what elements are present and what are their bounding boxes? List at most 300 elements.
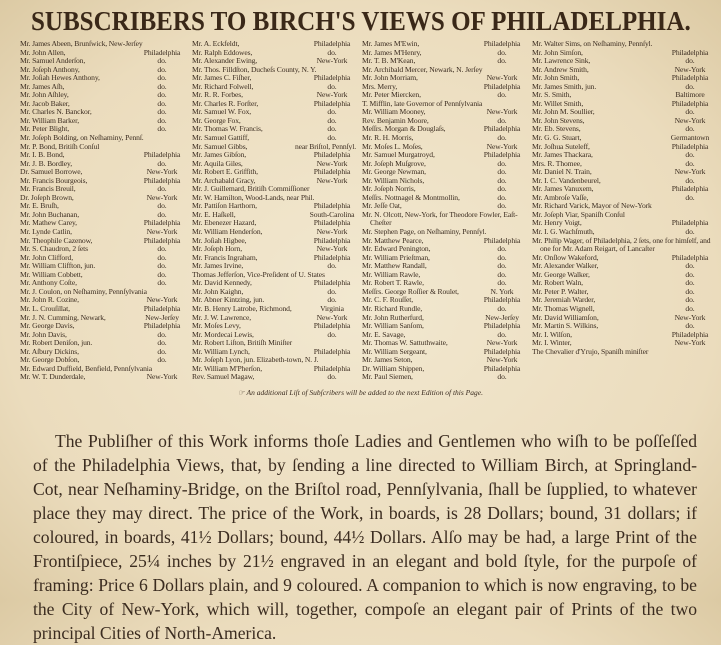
subscriber-place: New-York [146, 192, 178, 202]
subscriber-name: Mr. William Cliffton, jun. [20, 261, 96, 271]
subscriber-place: do. [685, 295, 695, 305]
subscriber-name: Mr. John Davis, [20, 329, 67, 339]
subscriber-name: Mr. Richard Rundle, [362, 303, 423, 313]
subscriber-name: Mr. Robert T. Rawle, [362, 278, 424, 288]
subscriber-name: Mr. John Kaighn, [192, 286, 244, 296]
subscriber-column-4 [532, 40, 714, 356]
subscriber-name: Mr. Paul Siemen, [362, 372, 413, 382]
subscriber-place: do. [497, 372, 507, 382]
subscriber-place: do. [157, 124, 167, 134]
subscriber-place: do. [685, 261, 695, 271]
subscriber-name: Mr. Philip Wager, of Philadelphia, 2 ſets, one for himſelf, and one for Mr. Adam Reigart, of Lancaſter [532, 235, 711, 254]
subscriber-place: do. [157, 98, 167, 108]
subscriber-name: Meſſrs. Nottnagel & Montmollin, [362, 192, 460, 202]
subscriber-name: Mr. Eb. Stevens, [532, 124, 581, 134]
subscriber-place: Philadelphia [483, 39, 521, 48]
subscriber-name: Mr. A. Eckfeldt, [192, 39, 240, 48]
subscriber-place: do. [497, 303, 507, 313]
subscriber-name: Mr. Samuel Gattiff, [192, 133, 250, 143]
subscriber-place: Philadelphia [483, 235, 521, 245]
subscriber-place: New-York [674, 338, 706, 348]
subscriber-name: Mr. S. Smith, [532, 90, 572, 100]
subscriber-name: Mr. Joſeph Anthony, [20, 64, 80, 74]
subscriber-name: Thomas Jefferſon, Vice-Preſident of U. States [192, 269, 325, 279]
subscriber-entry [532, 237, 714, 254]
subscriber-place: do. [685, 81, 695, 91]
subscriber-name: Mr. Theophile Cazenow, [20, 235, 93, 245]
subscriber-place: do. [157, 355, 167, 365]
subscriber-name: Mr. Joſhua Suteleff, [532, 141, 590, 151]
subscriber-place: Philadelphia [143, 47, 181, 57]
subscriber-place: do. [497, 329, 507, 339]
subscriber-place: do. [685, 175, 695, 185]
subscriber-place: Philadelphia [143, 321, 181, 331]
subscriber-name: Mr. Alexander Walker, [532, 261, 599, 271]
subscriber-name: Mr. Richard Folwell, [192, 81, 254, 91]
subscriber-place: do. [497, 133, 507, 143]
subscriber-name: Mr. J. N. Cumming, Newark, [20, 312, 106, 322]
subscriber-place: do. [497, 115, 507, 125]
subscriber-name: Dr. William Shippen, [362, 363, 425, 373]
subscriber-name: Mr. Daniel N. Train, [532, 167, 592, 177]
subscriber-entry [20, 373, 186, 382]
subscriber-name: Mr. James M'Henry, [362, 47, 422, 57]
subscriber-name: Mr. Ebenezer Hazard, [192, 218, 257, 228]
subscriber-place: do. [157, 184, 167, 194]
subscriber-name: Mr. Aſbury Dickins, [20, 346, 79, 356]
subscriber-place: do. [685, 286, 695, 296]
subscriber-name: Mr. I. Winter, [532, 338, 572, 348]
subscriber-name: Mr. Robert Waln, [532, 278, 583, 288]
additional-list-note: ☞ An additional Liſt of Subſcribers will be added to the next Edition of this Page. [238, 388, 483, 397]
subscriber-name: Mr. J. Coulon, on Neſhaminy, Pennſylvania [20, 286, 147, 296]
subscriber-column-3 [362, 40, 526, 382]
subscriber-name: Mr. Joſeph Bolding, on Neſhaminy, Pennſ. [20, 133, 144, 143]
subscriber-place: Philadelphia [313, 39, 351, 48]
subscriber-place: do. [685, 150, 695, 160]
subscriber-place: do. [497, 56, 507, 66]
subscriber-name: Mr. Walter Sims, on Neſhaminy, Pennſyl. [532, 39, 653, 48]
subscriber-place: New-York [316, 175, 348, 185]
subscriber-place: New-York [674, 167, 706, 177]
subscriber-place: New-York [146, 295, 178, 305]
subscriber-place: New-York [316, 56, 348, 66]
subscriber-name: Mr. I. C. Vandenbeurel, [532, 175, 601, 185]
subscriber-name: Mr. Joſeph Viar, Spaniſh Conſul [532, 209, 625, 219]
subscriber-place: New-York [674, 312, 706, 322]
subscriber-place: Philadelphia [483, 363, 521, 373]
subscriber-name: Mr. George Newman, [362, 167, 426, 177]
subscriber-name: Mr. James M'Ewin, [362, 39, 420, 48]
subscriber-place: Philadelphia [313, 346, 351, 356]
subscriber-name: Mr. W. Hamilton, Wood-Lands, near Phil. [192, 192, 315, 202]
subscriber-place: do. [157, 201, 167, 211]
subscriber-place: do. [327, 286, 337, 296]
subscriber-place: do. [327, 372, 337, 382]
subscriber-place: do. [685, 56, 695, 66]
subscriber-place: New-York [674, 64, 706, 74]
subscriber-place: Philadelphia [671, 141, 709, 151]
subscriber-name: Mr. L. Crouſillat, [20, 303, 70, 313]
subscriber-name: Mr. Abner Kintzing, jun. [192, 295, 265, 305]
subscriber-name: Mr. Francis Bourgeois, [20, 175, 88, 185]
subscriber-name: Mr. Archabald Gracy, [192, 175, 256, 185]
subscriber-name: Mr. Mathew Carey, [20, 218, 77, 228]
subscriber-name: Mr. John Stevens, [532, 115, 585, 125]
subscriber-name: Mrs. Merry, [362, 81, 398, 91]
subscriber-name: Mr. William Cobbett, [20, 269, 83, 279]
subscriber-name: Mr. I. Wilſon, [532, 329, 572, 339]
subscriber-name: Mr. Joſiah Higbee, [192, 235, 247, 245]
subscriber-name: Mr. William Barker, [20, 115, 79, 125]
subscriber-place: do. [327, 81, 337, 91]
subscriber-name: Mr. Ambroſe Vaſſe, [532, 192, 589, 202]
subscriber-name: Mr. I. B. Bond, [20, 150, 65, 160]
subscriber-list [20, 40, 714, 382]
subscriber-name: Mr. Peter Miercken, [362, 90, 421, 100]
subscriber-name: Rev. Benjamin Moore, [362, 115, 429, 125]
subscriber-name: Mr. Ralph Eddowes, [192, 47, 253, 57]
subscriber-name: Mr. C. F. Rouſſet, [362, 295, 414, 305]
subscriber-name: Dr. Samuel Borrowe, [20, 167, 83, 177]
subscriber-name: Mr. N. Olcott, New-York, for Theodore Fowler, Eaſt-Cheſter [362, 209, 518, 228]
subscriber-place: do. [327, 115, 337, 125]
subscriber-name: Mr. Thomas W. Sattuthwaite, [362, 338, 448, 348]
subscriber-place: New-Jerſey [485, 312, 519, 322]
subscriber-name: Mr. Martin S. Wilkins, [532, 321, 599, 331]
subscriber-place: do. [327, 124, 337, 134]
subscriber-place: Philadelphia [313, 321, 351, 331]
subscriber-place: Baltimore [675, 90, 705, 100]
subscriber-place: Philadelphia [483, 346, 521, 356]
subscriber-place: do. [497, 158, 507, 168]
subscriber-name: Mrs. R. Thomee, [532, 158, 582, 168]
subscriber-place: do. [497, 252, 507, 262]
subscriber-name: Mr. Matthew Randall, [362, 261, 427, 271]
subscriber-column-1 [20, 40, 186, 382]
subscriber-place: Philadelphia [483, 295, 521, 305]
subscriber-place: Philadelphia [143, 218, 181, 228]
subscriber-entry [532, 348, 714, 357]
subscriber-place: do. [497, 90, 507, 100]
subscriber-name: Mr. E. Savage, [362, 329, 406, 339]
subscriber-place: do. [327, 261, 337, 271]
subscriber-place: New-York [316, 227, 348, 237]
subscriber-place: do. [497, 244, 507, 254]
subscriber-place: Philadelphia [483, 124, 521, 134]
subscriber-name: Mr. Moſes Levy, [192, 321, 241, 331]
subscriber-entry [362, 211, 526, 228]
subscriber-name: Mr. Thomas W. Francis, [192, 124, 263, 134]
subscriber-name: Mr. James Gibſon, [192, 150, 247, 160]
subscriber-place: New-York [486, 107, 518, 117]
subscriber-name: Mr. George Fox, [192, 115, 241, 125]
subscriber-name: Mr. T. B. M'Kean, [362, 56, 416, 66]
subscriber-place: N. York [490, 286, 514, 296]
subscriber-place: New-York [316, 312, 348, 322]
subscriber-name: Mr. Jeremiah Warder, [532, 295, 596, 305]
subscriber-name: Mr. Joſeph Lyon, jun. Elizabeth-town, N. J. [192, 355, 319, 365]
subscriber-place: do. [157, 209, 167, 219]
subscriber-name: Mr. S. Chaudron, 2 ſets [20, 244, 88, 254]
subscriber-name: Mr. James Thackara, [532, 150, 593, 160]
subscriber-place: do. [157, 90, 167, 100]
subscriber-name: Mr. Thomas Wignell, [532, 303, 595, 313]
subscriber-place: Philadelphia [313, 201, 351, 211]
subscriber-name: Mr. William M'Pherſon, [192, 363, 263, 373]
subscriber-name: Mr. James Aſh, [20, 81, 65, 91]
subscriber-place: do. [157, 115, 167, 125]
subscriber-place: do. [157, 244, 167, 254]
subscriber-name: Mr. Samuel Anderſon, [20, 56, 86, 66]
subscriber-name: Mr. Francis Breuil, [20, 184, 76, 194]
subscriber-place: do. [157, 338, 167, 348]
subscriber-name: Mr. Robert Deniſon, jun. [20, 338, 93, 348]
subscriber-place: do. [497, 184, 507, 194]
subscriber-place: Philadelphia [313, 167, 351, 177]
subscriber-place: do. [157, 346, 167, 356]
subscriber-name: Mr. John Morriam, [362, 73, 418, 83]
subscriber-name: Mr. John Simſon, [532, 47, 583, 57]
subscriber-name: Mr. James Irvine, [192, 261, 244, 271]
subscriber-name: Mr. William Sanſom, [362, 321, 424, 331]
subscriber-name: Mr. William Lynch, [192, 346, 250, 356]
subscriber-name: Mr. Aquila Giles, [192, 158, 243, 168]
subscriber-name: Mr. W. T. Dunderdale, [20, 372, 86, 382]
subscriber-name: Mr. Moſes L. Moſes, [362, 141, 423, 151]
subscriber-place: do. [157, 56, 167, 66]
subscriber-place: do. [685, 278, 695, 288]
subscriber-name: Mr. Samuel Murgatroyd, [362, 150, 435, 160]
subscriber-place: Philadelphia [313, 73, 351, 83]
subscriber-name: Mr. Jeſſe Oat, [362, 201, 402, 211]
subscriber-name: Mr. Joſiah Hewes Anthony, [20, 73, 100, 83]
subscriber-name: Mr. Anthony Coſte, [20, 278, 77, 288]
subscriber-place: New-Jerſey [145, 312, 179, 322]
subscriber-name: Mr. Henry Voigt, [532, 218, 582, 228]
subscriber-place: Philadelphia [313, 150, 351, 160]
subscriber-name: Mr. Samuel W. Fox, [192, 107, 252, 117]
subscriber-place: do. [327, 329, 337, 339]
subscriber-place: New-York [486, 355, 518, 365]
subscriber-place: New-York [146, 227, 178, 237]
subscriber-name: Mr. William Sergeant, [362, 346, 427, 356]
subscriber-place: Philadelphia [143, 303, 181, 313]
subscriber-place: do. [497, 47, 507, 57]
page-title: SUBSCRIBERS TO BIRCH'S VIEWS OF PHILADELPHIA. [30, 6, 691, 36]
subscriber-place: do. [327, 133, 337, 143]
subscriber-name: Mr. E. Bruſh, [20, 201, 59, 211]
subscriber-place: do. [685, 192, 695, 202]
subscriber-name: Mr. Edward Duffield, Benfield, Pennſylvania [20, 363, 152, 373]
subscriber-name: Mr. Willet Smith, [532, 98, 584, 108]
subscriber-place: do. [685, 321, 695, 331]
subscriber-place: South-Carolina [309, 209, 355, 219]
subscriber-name: Mr. J. Guillemard, Britiſh Commiſſioner [192, 184, 310, 194]
subscriber-name: Mr. Francis Ingraham, [192, 252, 258, 262]
subscriber-place: Philadelphia [313, 363, 351, 373]
subscriber-name: Mr. J. B. Bordley, [20, 158, 72, 168]
subscriber-place: do. [157, 158, 167, 168]
subscriber-place: do. [497, 278, 507, 288]
subscriber-name: Mr. Richard Varick, Mayor of New-York [532, 201, 652, 211]
subscriber-name: Mr. John Clifford, [20, 252, 73, 262]
subscriber-name: Mr. James Smith, jun. [532, 81, 597, 91]
subscriber-name: Mr. Alexander Ewing, [192, 56, 258, 66]
subscriber-name: Mr. John Aſhley, [20, 90, 69, 100]
subscriber-place: do. [157, 261, 167, 271]
subscriber-place: Philadelphia [143, 235, 181, 245]
subscriber-name: Mr. John Allen, [20, 47, 66, 57]
subscriber-name: Mr. Peter P. Walter, [532, 286, 589, 296]
subscriber-place: do. [157, 252, 167, 262]
subscriber-place: New-York [316, 90, 348, 100]
subscriber-place: do. [157, 329, 167, 339]
subscriber-place: do. [685, 107, 695, 117]
subscriber-place: Philadelphia [313, 235, 351, 245]
subscriber-place: do. [685, 227, 695, 237]
subscriber-place: do. [685, 158, 695, 168]
subscriber-place: near Briſtol, Pennſyl. [294, 141, 356, 151]
subscriber-place: Philadelphia [671, 73, 709, 83]
subscriber-name: Mr. Stephen Page, on Neſhaminy, Pennſyl. [362, 227, 487, 237]
subscriber-name: Mr. Archibald Mercer, Newark, N. Jerſey [362, 64, 483, 74]
subscriber-name: Mr. John Buchanan, [20, 209, 80, 219]
subscriber-name: Mr. Thos. Filldſton, Ducheſs County, N. Y. [192, 64, 317, 74]
subscriber-name: Mr. James Seton, [362, 355, 413, 365]
subscriber-name: Mr. James C. Fiſher, [192, 73, 252, 83]
subscriber-place: do. [157, 107, 167, 117]
subscriber-place: Philadelphia [483, 81, 521, 91]
subscriber-place: do. [497, 201, 507, 211]
subscriber-name: Mr. Charles R. Forſter, [192, 98, 259, 108]
subscriber-place: do. [497, 175, 507, 185]
subscriber-place: do. [157, 73, 167, 83]
subscriber-name: Mr. J. W. Lawrence, [192, 312, 252, 322]
subscriber-place: New-York [146, 167, 178, 177]
subscriber-place: New-York [486, 141, 518, 151]
subscriber-name: Mr. David Williamſon, [532, 312, 599, 322]
subscriber-place: Philadelphia [671, 184, 709, 194]
subscriber-place: Philadelphia [671, 329, 709, 339]
subscriber-name: Mr. Samuel Gibbs, [192, 141, 248, 151]
subscriber-place: Philadelphia [313, 278, 351, 288]
page-title-container [0, 6, 721, 36]
subscriber-name: T. Mifflin, late Governor of Pennſylvania [362, 98, 483, 108]
subscriber-name: Mr. John M. Soullier, [532, 107, 595, 117]
subscriber-name: Mr. Edward Penington, [362, 244, 431, 254]
subscriber-name: Mr. John R. Cozine, [20, 295, 79, 305]
subscriber-place: Virginia [320, 303, 344, 313]
subscriber-name: Mr. I. G. Wachſmuth, [532, 227, 595, 237]
subscriber-place: Philadelphia [313, 98, 351, 108]
subscriber-place: do. [497, 192, 507, 202]
subscriber-place: do. [685, 124, 695, 134]
subscriber-name: Mr. David Kennedy, [192, 278, 252, 288]
subscriber-name: Mr. R. R. Forbes, [192, 90, 243, 100]
subscriber-place: Philadelphia [671, 98, 709, 108]
subscriber-name: Mr. John Rutherfurd, [362, 312, 424, 322]
subscriber-name: Mr. Jacob Baker, [20, 98, 70, 108]
subscriber-place: Philadelphia [483, 321, 521, 331]
subscriber-name: Mr. William Prieſtman, [362, 252, 430, 262]
subscriber-name: The Chevalier d'Yrujo, Spaniſh miniſter [532, 346, 649, 356]
subscriber-name: Mr. R. H. Morris, [362, 133, 414, 143]
subscriber-name: Mr. Lynde Catlin, [20, 227, 72, 237]
subscriber-name: Mr. G. G. Stuart, [532, 133, 582, 143]
publisher-notice: The Publiſher of this Work informs thoſe Ladies and Gentlemen who wiſh to be poſſeſſed of the Philadelphia Views, that, by ſending a line directed to William Birch, at Springland-Cot, near Neſhaminy-Bridge, on the Briſtol road, Pennſylvania, ſhall be ſupplied, to whatever place they may direct. The price of the Work, in boards, is 28 Dollars; bound, 31 dollars; if coloured, in boards, 41½ Dollars; bound, 44½ Dollars. Alſo may be had, a large Print of the Frontiſpiece, 25¼ inches by 21½ engraved in an elegant and bold ſtyle, for the purpoſe of framing: Price 6 Dollars plain, and 9 coloured. A companion to which is now engraving, to be the City of New-York, which will, together, compoſe an elegant pair of Prints of the two principal Cities of North-America. [33, 431, 697, 643]
subscriber-name: Mr. Charles N. Banckor, [20, 107, 92, 117]
subscriber-place: do. [497, 269, 507, 279]
subscriber-name: Mr. Mordecai Lewis, [192, 329, 254, 339]
subscriber-name: Mr. P. Bond, Britiſh Conſul [20, 141, 100, 151]
subscriber-place: New-York [146, 372, 178, 382]
subscriber-name: Mr. Robert E. Griffith, [192, 167, 258, 177]
subscriber-place: Philadelphia [143, 150, 181, 160]
subscriber-name: Mr. Andrew Smith, [532, 64, 589, 74]
subscriber-place: do. [327, 47, 337, 57]
subscriber-place: do. [685, 269, 695, 279]
subscriber-place: Philadelphia [483, 150, 521, 160]
subscriber-name: Mr. Onſlow Wakeford, [532, 252, 599, 262]
subscriber-name: Mr. George Walker, [532, 269, 590, 279]
subscriber-name: Mr. George Davis, [20, 321, 75, 331]
subscriber-place: do. [685, 303, 695, 313]
subscriber-column-2 [192, 40, 356, 382]
subscriber-name: Mr. William Mooney, [362, 107, 426, 117]
subscriber-place: New-York [486, 73, 518, 83]
subscriber-name: Mr. John Smith, [532, 73, 580, 83]
subscriber-entry [362, 373, 526, 382]
subscriber-name: Mr. Pattiſon Harthorn, [192, 201, 257, 211]
subscriber-name: Mr. George Dobſon, [20, 355, 80, 365]
subscriber-place: do. [157, 269, 167, 279]
subscriber-place: do. [497, 261, 507, 271]
subscriber-place: New-York [316, 158, 348, 168]
subscriber-name: Meſſrs. Morgan & Douglaſs, [362, 124, 446, 134]
subscriber-name: Mr. B. Henry Latrobe, Richmond, [192, 303, 292, 313]
subscriber-name: Mr. E. Haſkell, [192, 209, 236, 219]
subscriber-name: Mr. Lawrence Sink, [532, 56, 591, 66]
subscriber-place: Philadelphia [143, 175, 181, 185]
subscriber-place: New-York [486, 338, 518, 348]
subscriber-name: Mr. William Nichols, [362, 175, 425, 185]
subscriber-place: Philadelphia [671, 218, 709, 228]
subscriber-place: Philadelphia [313, 218, 351, 228]
subscriber-name: Mr. Matthew Pearce, [362, 235, 424, 245]
subscriber-place: Philadelphia [671, 47, 709, 57]
subscriber-name: Mr. James Abeen, Brunſwick, New-Jerſey [20, 39, 143, 48]
subscriber-place: Philadelphia [313, 252, 351, 262]
subscriber-place: Philadelphia [671, 252, 709, 262]
subscriber-name: Mr. Robert Liſton, Britiſh Miniſter [192, 338, 292, 348]
subscriber-name: Rev. Samuel Magaw, [192, 372, 255, 382]
subscriber-name: Mr. Joſeph Norris, [362, 184, 416, 194]
subscriber-name: Mr. James Vanuxem, [532, 184, 594, 194]
subscriber-name: Meſſrs. George Roſſier & Roulet, [362, 286, 459, 296]
subscriber-place: do. [327, 107, 337, 117]
subscriber-place: do. [157, 278, 167, 288]
subscriber-place: do. [497, 167, 507, 177]
subscriber-place: do. [157, 81, 167, 91]
subscriber-name: Mr. Peter Blight, [20, 124, 70, 134]
subscriber-place: New-York [674, 115, 706, 125]
subscriber-place: do. [327, 295, 337, 305]
subscriber-entry [192, 373, 356, 382]
subscriber-name: Mr. William Henderſon, [192, 227, 263, 237]
subscriber-place: do. [157, 64, 167, 74]
subscriber-name: Dr. Joſeph Brown, [20, 192, 74, 202]
